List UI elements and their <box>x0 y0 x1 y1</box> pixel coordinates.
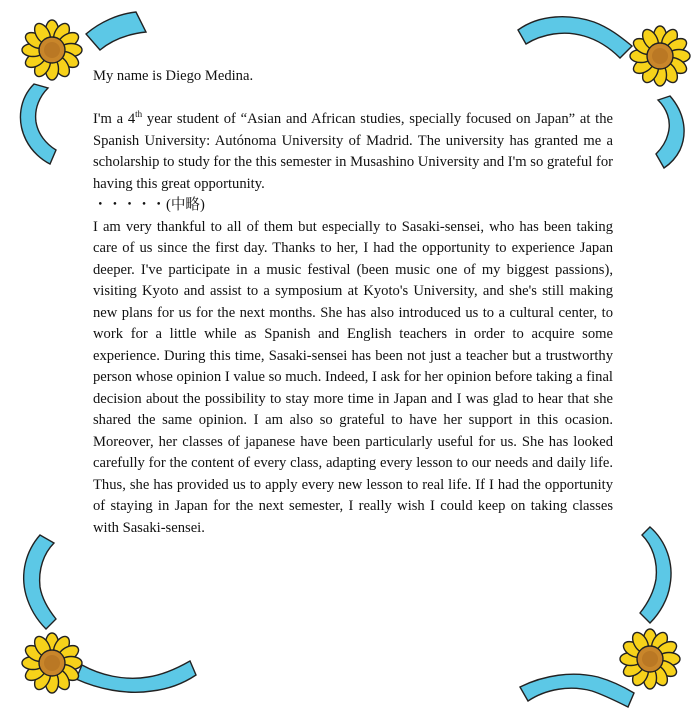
ribbon-icon <box>20 84 56 164</box>
sunflower-icon <box>620 629 680 689</box>
ribbon-icon <box>24 535 56 629</box>
sunflower-icon <box>22 633 82 693</box>
sunflower-icon <box>22 20 82 80</box>
paragraph-introduction-rest: year student of “Asian and African studies, specially focused on Japan” at the Spanish University: Autónoma University of Madrid. The university has granted me a scholarship to study for the this semester in Musashino University and I'm so grateful for having this great opportunity. <box>93 111 613 192</box>
bottom-right-corner-decoration <box>500 519 700 719</box>
ribbon-icon <box>520 674 634 707</box>
ordinal-suffix: th <box>135 109 143 120</box>
paragraph-introduction-start: I'm a 4 <box>93 111 136 127</box>
bottom-left-corner-decoration <box>0 529 200 719</box>
ribbon-icon <box>656 96 684 168</box>
blank-line <box>93 88 613 110</box>
paragraph-gratitude: I am very thankful to all of them but especially to Sasaki-sensei, who has been taking care of us since the first day. Thanks to her, I had the opportunity to experience Japan deeper. I've participate in a music festival (been music one of my biggest passions), visiting Kyoto and assist to a symposium at Kyoto's University, and she's still making new plans for us for the next months. She has also introduced us to a cultural center, to work for a little while as Spanish and English teachers in order to acquire some experience. During this time, Sasaki-sensei has been not just a teacher but a trustworthy person whose opinion I value so much. Indeed, I ask for her opinion before taking a final decision about the possibility to stay more time in Japan and I was glad to hear that she shared the same opinion. I am also so grateful to have her support in this ocasion. Moreover, her classes of japanese have been particularly useful for us. She has looked carefully for the content of every class, adapting every lesson to our needs and daily life. Thus, she has provided us to apply every new lesson to real life. If I had the opportunity of staying in Japan for the next semester, I really wish I could keep on taking classes with Sasaki-sensei. <box>93 218 613 536</box>
paragraph-introduction <box>93 109 613 195</box>
intro-line: My name is Diego Medina. <box>93 68 254 84</box>
letter-body <box>93 66 613 539</box>
omission-mark: ・・・・・(中略) <box>93 197 205 213</box>
sunflower-icon <box>630 26 690 86</box>
ribbon-icon <box>86 12 146 50</box>
ribbon-icon <box>76 661 196 692</box>
ribbon-icon <box>640 527 671 623</box>
ribbon-icon <box>518 17 632 58</box>
